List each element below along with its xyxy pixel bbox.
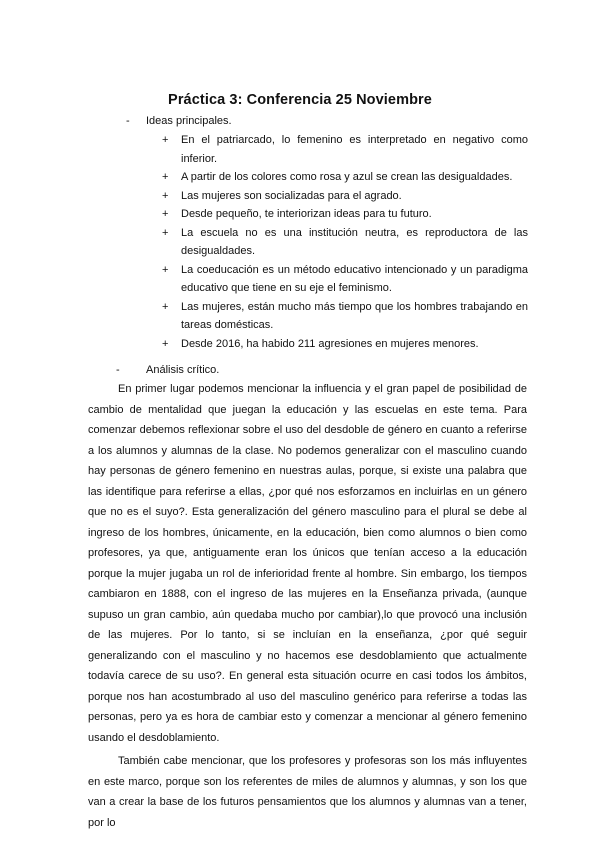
list-item: + En el patriarcado, lo femenino es interpretado en negativo como inferior.: [162, 134, 528, 165]
list-item: + Desde pequeño, te interiorizan ideas para tu futuro.: [162, 208, 432, 220]
list-item: + La escuela no es una institución neutra, es reproductora de las desigualdades.: [162, 226, 528, 257]
list-item: + Desde 2016, ha habido 211 agresiones en mujeres menores.: [162, 337, 479, 350]
list-item: + Las mujeres son socializadas para el agrado.: [162, 189, 402, 202]
analysis-body: [88, 379, 527, 833]
dash-marker: -: [116, 364, 120, 376]
list-item: + La coeducación es un método educativo intencionado y un paradigma educativo que tiene en su eje el feminismo.: [162, 263, 528, 294]
dash-marker: -: [126, 115, 130, 127]
paragraph: También cabe mencionar, que los profesores y profesoras son los más influyentes en este marco, porque son los referentes de miles de alumnos y alumnas, y son los que van a crear la base de los futuros pensamientos que los alumnos y alumnas van a tener, por lo: [88, 755, 527, 829]
section-label: Ideas principales.: [146, 115, 232, 127]
list-item: + Las mujeres, están mucho más tiempo que los hombres trabajando en tareas domésticas.: [162, 300, 528, 331]
paragraph: En primer lugar podemos mencionar la influencia y el gran papel de posibilidad de cambio de mentalidad que juegan la educación y las escuelas en este tema. Para comenzar debemos reflexionar sobre el uso del desdoble de género en cuanto a referirse a los alumnos y alumnas de la clase. No podemos generalizar con el masculino cuando hay personas de género femenino en nuestras aulas, porque, si existe una palabra que las identifique para referirse a ellas, ¿por qué nos esforzamos en incluirlas en un género que no es el suyo?. Esta generalización del género masculino para el plural se debe al ingreso de los hombres, únicamente, en la educación, bien como alumnos o bien como profesores, ya que, antiguamente eran los únicos que tenían acceso a la educación porque la mujer jugaba un rol de inferioridad frente al hombre. Sin embargo, los tiempos cambiaron en 1888, con el ingreso de las mujeres en la Enseñanza privada, (aunque supuso un gran cambio, aún quedaba mucho por cambiar),lo que provocó una inclusión de las mujeres. Por lo tanto, si se incluían en la enseñanza, ¿por qué seguir generalizando con el masculino y no hacemos ese desdoblamiento que actualmente todavía carece de su uso?. En general esta situación ocurre en casi todos los ámbitos, porque nos han acostumbrado al uso del masculino genérico para referirse a todas las personas, pero ya es hora de cambiar esto y comenzar a mencionar al género femenino usando el desdoblamiento.: [88, 383, 527, 744]
section-label: Análisis crítico.: [146, 364, 220, 376]
page-title: Práctica 3: Conferencia 25 Noviembre: [168, 92, 432, 108]
list-item: + A partir de los colores como rosa y azul se crean las desigualdades.: [162, 171, 513, 183]
ideas-list: [160, 131, 528, 353]
